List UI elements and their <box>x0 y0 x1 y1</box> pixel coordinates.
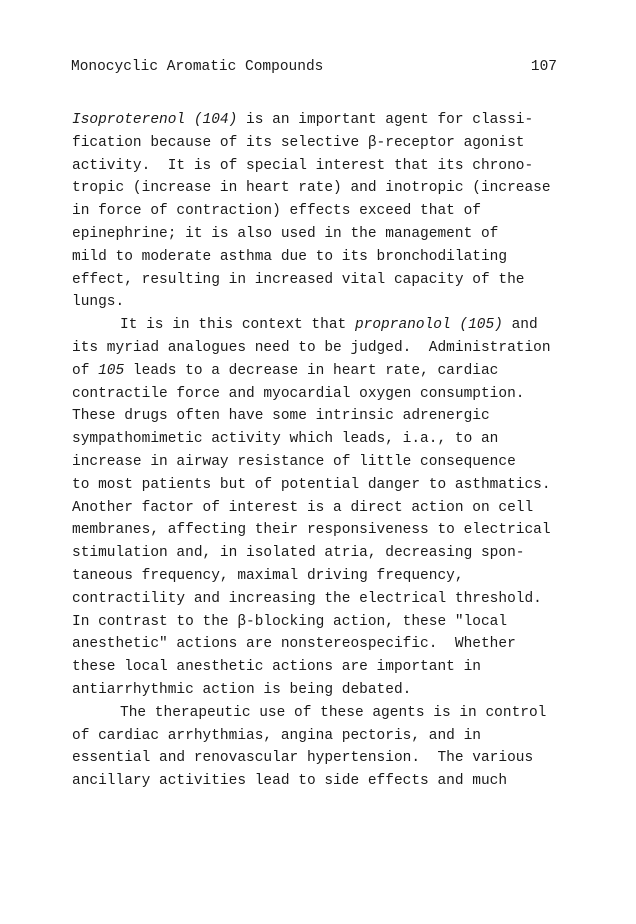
text-line: In contrast to the β-blocking action, these "local <box>72 613 508 630</box>
text-line: activity. It is of special interest that its chrono- <box>72 157 534 174</box>
page-body <box>72 109 592 793</box>
text-line: effect, resulting in increased vital capacity of the <box>72 271 525 288</box>
text-line: sympathomimetic activity which leads, i.a., to an <box>72 431 499 448</box>
text-line: essential and renovascular hypertension. The various <box>72 750 534 767</box>
compound-name: propranolol (105) <box>354 317 503 334</box>
page-header <box>71 56 561 78</box>
text-line: increase in airway resistance of little consequence <box>72 453 516 470</box>
text-span: leads to a decrease in heart rate, cardiac <box>124 362 499 379</box>
text-line <box>72 314 592 337</box>
text-line: Another factor of interest is a direct action on cell <box>72 499 534 516</box>
text-line: mild to moderate asthma due to its bronchodilating <box>72 248 508 265</box>
paragraph-propranolol <box>72 314 592 702</box>
text-line <box>72 360 592 383</box>
text-line: anesthetic" actions are nonstereospecific. Whether <box>72 636 516 653</box>
text-line: lungs. <box>72 294 125 311</box>
text-line: tropic (increase in heart rate) and inotropic (increase <box>72 180 551 197</box>
paragraph-isoproterenol <box>72 109 592 314</box>
text-line: in force of contraction) effects exceed that of <box>72 203 481 220</box>
text-line: of cardiac arrhythmias, angina pectoris, and in <box>72 727 481 744</box>
running-title: Monocyclic Aromatic Compounds <box>71 59 324 75</box>
text-line: epinephrine; it is also used in the management of <box>72 225 499 242</box>
text-line: ancillary activities lead to side effects and much <box>72 773 508 790</box>
text-line: contractility and increasing the electrical threshold. <box>72 590 542 607</box>
text-line: The therapeutic use of these agents is in control <box>120 704 547 721</box>
compound-number: 105 <box>98 362 125 379</box>
paragraph-therapeutic-use <box>72 702 592 793</box>
text-line: to most patients but of potential danger to asthmatics. <box>72 476 551 493</box>
compound-name: Isoproterenol (104) <box>72 112 238 128</box>
text-line: these local anesthetic actions are important in <box>72 659 481 676</box>
page-number: 107 <box>530 59 557 75</box>
text-line: its myriad analogues need to be judged. Administration <box>72 339 551 356</box>
text-line: antiarrhythmic action is being debated. <box>72 681 412 698</box>
text-line: taneous frequency, maximal driving frequency, <box>72 567 464 584</box>
text-line: fication because of its selective β-receptor agonist <box>72 134 525 151</box>
text-span: of <box>72 362 99 379</box>
text-span: and <box>502 317 538 334</box>
text-line: These drugs often have some intrinsic adrenergic <box>72 408 490 425</box>
text-line <box>72 109 592 132</box>
text-line: membranes, affecting their responsiveness to electrical <box>72 522 551 539</box>
text-span: It is in this context that <box>120 317 355 334</box>
text-line: stimulation and, in isolated atria, decreasing spon- <box>72 545 525 562</box>
text-line: contractile force and myocardial oxygen consumption. <box>72 385 525 402</box>
text-span: is an important agent for classi- <box>237 112 534 128</box>
